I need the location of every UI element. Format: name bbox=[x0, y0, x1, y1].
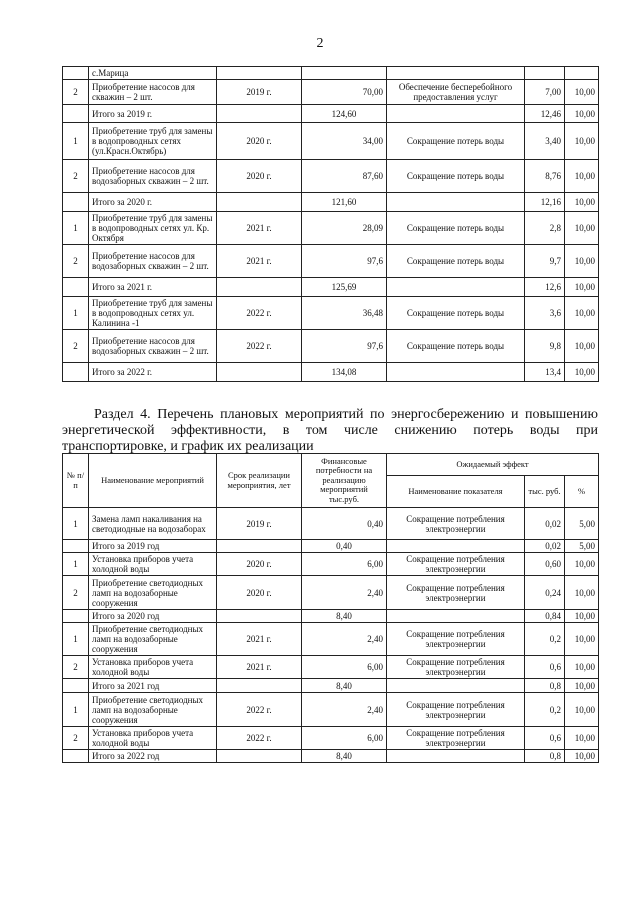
financial-need: 97,6 bbox=[302, 245, 387, 278]
expected-effect: Сокращение потребления электроэнергии bbox=[387, 693, 525, 727]
row-number: 1 bbox=[63, 623, 89, 656]
effect-percent: 10,00 bbox=[565, 727, 599, 750]
expected-effect: Сокращение потерь воды bbox=[387, 330, 525, 363]
effect-percent: 5,00 bbox=[565, 540, 599, 553]
section-4-heading: Раздел 4. Перечень плановых мероприятий по энергосбережению и повышению энергетической эффективности, в том числе снижению потерь воды при транспортировке, и график их реализации bbox=[62, 407, 598, 454]
row-number: 1 bbox=[63, 123, 89, 160]
effect-thousand-rub: 2,8 bbox=[525, 212, 565, 245]
row-number bbox=[63, 278, 89, 297]
implementation-year bbox=[217, 540, 302, 553]
measure-name: Приобретение насосов для скважин – 2 шт. bbox=[89, 80, 217, 105]
effect-percent: 10,00 bbox=[565, 80, 599, 105]
expected-effect bbox=[387, 105, 525, 123]
effect-percent bbox=[565, 67, 599, 80]
expected-effect bbox=[387, 193, 525, 212]
measure-name: Итого за 2022 год bbox=[89, 750, 217, 763]
effect-thousand-rub: 0,8 bbox=[525, 679, 565, 693]
measure-name: Приобретение светодиодных ламп на водозаборные сооружения bbox=[89, 693, 217, 727]
table-row bbox=[63, 656, 599, 679]
expected-effect: Сокращение потерь воды bbox=[387, 297, 525, 330]
table-water-measures bbox=[62, 66, 599, 382]
table-row bbox=[63, 212, 599, 245]
implementation-year: 2020 г. bbox=[217, 553, 302, 576]
expected-effect: Сокращение потребления электроэнергии bbox=[387, 508, 525, 540]
effect-thousand-rub: 3,40 bbox=[525, 123, 565, 160]
expected-effect: Сокращение потребления электроэнергии bbox=[387, 576, 525, 610]
financial-need: 34,00 bbox=[302, 123, 387, 160]
effect-percent: 10,00 bbox=[565, 610, 599, 623]
table-row bbox=[63, 693, 599, 727]
effect-percent: 10,00 bbox=[565, 212, 599, 245]
financial-need: 6,00 bbox=[302, 553, 387, 576]
effect-thousand-rub: 9,7 bbox=[525, 245, 565, 278]
financial-need: 36,48 bbox=[302, 297, 387, 330]
effect-thousand-rub: 0,24 bbox=[525, 576, 565, 610]
row-number: 2 bbox=[63, 656, 89, 679]
total-row bbox=[63, 105, 599, 123]
expected-effect: Сокращение потребления электроэнергии bbox=[387, 656, 525, 679]
header-thousand: тыс. руб. bbox=[525, 476, 565, 508]
effect-percent: 10,00 bbox=[565, 245, 599, 278]
expected-effect: Сокращение потерь воды bbox=[387, 160, 525, 193]
expected-effect bbox=[387, 750, 525, 763]
effect-thousand-rub: 12,46 bbox=[525, 105, 565, 123]
financial-need: 2,40 bbox=[302, 693, 387, 727]
row-number bbox=[63, 750, 89, 763]
expected-effect bbox=[387, 278, 525, 297]
effect-percent: 10,00 bbox=[565, 278, 599, 297]
expected-effect bbox=[387, 363, 525, 382]
table-row bbox=[63, 245, 599, 278]
total-row bbox=[63, 363, 599, 382]
measure-name: Итого за 2021 год bbox=[89, 679, 217, 693]
financial-need: 125,69 bbox=[302, 278, 387, 297]
row-number: 2 bbox=[63, 245, 89, 278]
measure-name: Итого за 2022 г. bbox=[89, 363, 217, 382]
financial-need: 2,40 bbox=[302, 623, 387, 656]
effect-thousand-rub bbox=[525, 67, 565, 80]
implementation-year: 2022 г. bbox=[217, 330, 302, 363]
effect-thousand-rub: 13,4 bbox=[525, 363, 565, 382]
header-name: Наименование мероприятий bbox=[89, 454, 217, 508]
measure-name: Замена ламп накаливания на светодиодные на водозаборах bbox=[89, 508, 217, 540]
measure-name: Приобретение труб для замены в водопроводных сетях ул. Кр. Октября bbox=[89, 212, 217, 245]
measure-name: Итого за 2020 год bbox=[89, 610, 217, 623]
table-row bbox=[63, 576, 599, 610]
financial-need: 0,40 bbox=[302, 508, 387, 540]
effect-thousand-rub: 0,60 bbox=[525, 553, 565, 576]
row-number: 1 bbox=[63, 297, 89, 330]
expected-effect: Сокращение потерь воды bbox=[387, 245, 525, 278]
header-finance: Финансовые потребности на реализацию мероприятий тыс.руб. bbox=[302, 454, 387, 508]
table-row bbox=[63, 508, 599, 540]
measure-name: Приобретение насосов для водозаборных скважин – 2 шт. bbox=[89, 245, 217, 278]
effect-percent: 10,00 bbox=[565, 750, 599, 763]
implementation-year: 2020 г. bbox=[217, 123, 302, 160]
implementation-year: 2021 г. bbox=[217, 212, 302, 245]
financial-need: 121,60 bbox=[302, 193, 387, 212]
row-number bbox=[63, 105, 89, 123]
implementation-year bbox=[217, 679, 302, 693]
implementation-year: 2019 г. bbox=[217, 80, 302, 105]
table-row bbox=[63, 80, 599, 105]
effect-percent: 10,00 bbox=[565, 576, 599, 610]
financial-need: 0,40 bbox=[302, 540, 387, 553]
effect-thousand-rub: 0,84 bbox=[525, 610, 565, 623]
effect-percent: 10,00 bbox=[565, 553, 599, 576]
table-row bbox=[63, 67, 599, 80]
implementation-year: 2021 г. bbox=[217, 656, 302, 679]
implementation-year: 2021 г. bbox=[217, 245, 302, 278]
effect-thousand-rub: 0,02 bbox=[525, 508, 565, 540]
implementation-year: 2021 г. bbox=[217, 623, 302, 656]
financial-need: 8,40 bbox=[302, 750, 387, 763]
financial-need: 2,40 bbox=[302, 576, 387, 610]
row-number: 2 bbox=[63, 160, 89, 193]
effect-percent: 10,00 bbox=[565, 656, 599, 679]
measure-name: Установка приборов учета холодной воды bbox=[89, 656, 217, 679]
measure-name: Приобретение насосов для водозаборных скважин – 2 шт. bbox=[89, 160, 217, 193]
effect-thousand-rub: 9,8 bbox=[525, 330, 565, 363]
implementation-year bbox=[217, 363, 302, 382]
effect-thousand-rub: 0,6 bbox=[525, 727, 565, 750]
total-row bbox=[63, 540, 599, 553]
row-number: 2 bbox=[63, 727, 89, 750]
financial-need: 6,00 bbox=[302, 727, 387, 750]
effect-percent: 10,00 bbox=[565, 105, 599, 123]
row-number: 1 bbox=[63, 508, 89, 540]
effect-percent: 10,00 bbox=[565, 160, 599, 193]
effect-percent: 10,00 bbox=[565, 623, 599, 656]
measure-name: Установка приборов учета холодной воды bbox=[89, 553, 217, 576]
financial-need: 8,40 bbox=[302, 610, 387, 623]
expected-effect: Сокращение потребления электроэнергии bbox=[387, 623, 525, 656]
expected-effect: Сокращение потребления электроэнергии bbox=[387, 727, 525, 750]
implementation-year: 2019 г. bbox=[217, 508, 302, 540]
implementation-year: 2020 г. bbox=[217, 576, 302, 610]
table-row bbox=[63, 160, 599, 193]
table-row bbox=[63, 123, 599, 160]
expected-effect: Сокращение потребления электроэнергии bbox=[387, 553, 525, 576]
financial-need: 28,09 bbox=[302, 212, 387, 245]
row-number bbox=[63, 540, 89, 553]
table-row bbox=[63, 553, 599, 576]
implementation-year bbox=[217, 610, 302, 623]
implementation-year bbox=[217, 67, 302, 80]
financial-need: 8,40 bbox=[302, 679, 387, 693]
measure-name: Итого за 2020 г. bbox=[89, 193, 217, 212]
effect-percent: 10,00 bbox=[565, 123, 599, 160]
effect-thousand-rub: 12,6 bbox=[525, 278, 565, 297]
row-number bbox=[63, 363, 89, 382]
financial-need: 6,00 bbox=[302, 656, 387, 679]
expected-effect: Сокращение потерь воды bbox=[387, 123, 525, 160]
effect-thousand-rub: 7,00 bbox=[525, 80, 565, 105]
effect-percent: 5,00 bbox=[565, 508, 599, 540]
measure-name: Приобретение светодиодных ламп на водозаборные сооружения bbox=[89, 576, 217, 610]
financial-need: 134,08 bbox=[302, 363, 387, 382]
implementation-year: 2022 г. bbox=[217, 693, 302, 727]
financial-need: 87,60 bbox=[302, 160, 387, 193]
page-number: 2 bbox=[316, 36, 324, 51]
row-number: 1 bbox=[63, 212, 89, 245]
row-number bbox=[63, 67, 89, 80]
header-num: № п/п bbox=[63, 454, 89, 508]
table-row bbox=[63, 727, 599, 750]
expected-effect bbox=[387, 67, 525, 80]
table-row bbox=[63, 330, 599, 363]
total-row bbox=[63, 750, 599, 763]
total-row bbox=[63, 610, 599, 623]
row-number: 2 bbox=[63, 330, 89, 363]
measure-name: Приобретение светодиодных ламп на водозаборные сооружения bbox=[89, 623, 217, 656]
financial-need: 70,00 bbox=[302, 80, 387, 105]
effect-percent: 10,00 bbox=[565, 679, 599, 693]
header-term: Срок реализации мероприятия, лет bbox=[217, 454, 302, 508]
row-number bbox=[63, 679, 89, 693]
expected-effect bbox=[387, 679, 525, 693]
implementation-year bbox=[217, 193, 302, 212]
expected-effect: Обеспечение бесперебойного предоставления услуг bbox=[387, 80, 525, 105]
total-row bbox=[63, 193, 599, 212]
financial-need: 124,60 bbox=[302, 105, 387, 123]
header-indicator: Наименование показателя bbox=[387, 476, 525, 508]
effect-thousand-rub: 8,76 bbox=[525, 160, 565, 193]
expected-effect bbox=[387, 610, 525, 623]
measure-name: с.Марица bbox=[89, 67, 217, 80]
financial-need bbox=[302, 67, 387, 80]
measure-name: Итого за 2021 г. bbox=[89, 278, 217, 297]
effect-thousand-rub: 0,6 bbox=[525, 656, 565, 679]
effect-thousand-rub: 0,2 bbox=[525, 693, 565, 727]
row-number: 2 bbox=[63, 576, 89, 610]
total-row bbox=[63, 278, 599, 297]
row-number: 2 bbox=[63, 80, 89, 105]
expected-effect bbox=[387, 540, 525, 553]
implementation-year bbox=[217, 105, 302, 123]
implementation-year bbox=[217, 750, 302, 763]
effect-thousand-rub: 12,16 bbox=[525, 193, 565, 212]
header-pct: % bbox=[565, 476, 599, 508]
row-number: 1 bbox=[63, 693, 89, 727]
row-number bbox=[63, 193, 89, 212]
expected-effect: Сокращение потерь воды bbox=[387, 212, 525, 245]
effect-percent: 10,00 bbox=[565, 297, 599, 330]
effect-thousand-rub: 0,2 bbox=[525, 623, 565, 656]
effect-thousand-rub: 0,02 bbox=[525, 540, 565, 553]
table-energy-measures bbox=[62, 453, 599, 763]
row-number bbox=[63, 610, 89, 623]
measure-name: Приобретение труб для замены в водопроводных сетях (ул.Красн.Октябрь) bbox=[89, 123, 217, 160]
total-row bbox=[63, 679, 599, 693]
implementation-year: 2020 г. bbox=[217, 160, 302, 193]
effect-thousand-rub: 3,6 bbox=[525, 297, 565, 330]
measure-name: Итого за 2019 г. bbox=[89, 105, 217, 123]
effect-percent: 10,00 bbox=[565, 193, 599, 212]
financial-need: 97,6 bbox=[302, 330, 387, 363]
row-number: 1 bbox=[63, 553, 89, 576]
effect-thousand-rub: 0,8 bbox=[525, 750, 565, 763]
measure-name: Итого за 2019 год bbox=[89, 540, 217, 553]
measure-name: Приобретение труб для замены в водопроводных сетях ул. Калинина -1 bbox=[89, 297, 217, 330]
table-row bbox=[63, 623, 599, 656]
header-effect-group: Ожидаемый эффект bbox=[387, 454, 599, 476]
measure-name: Приобретение насосов для водозаборных скважин – 2 шт. bbox=[89, 330, 217, 363]
effect-percent: 10,00 bbox=[565, 330, 599, 363]
table-row bbox=[63, 297, 599, 330]
effect-percent: 10,00 bbox=[565, 363, 599, 382]
implementation-year bbox=[217, 278, 302, 297]
measure-name: Установка приборов учета холодной воды bbox=[89, 727, 217, 750]
implementation-year: 2022 г. bbox=[217, 727, 302, 750]
implementation-year: 2022 г. bbox=[217, 297, 302, 330]
effect-percent: 10,00 bbox=[565, 693, 599, 727]
